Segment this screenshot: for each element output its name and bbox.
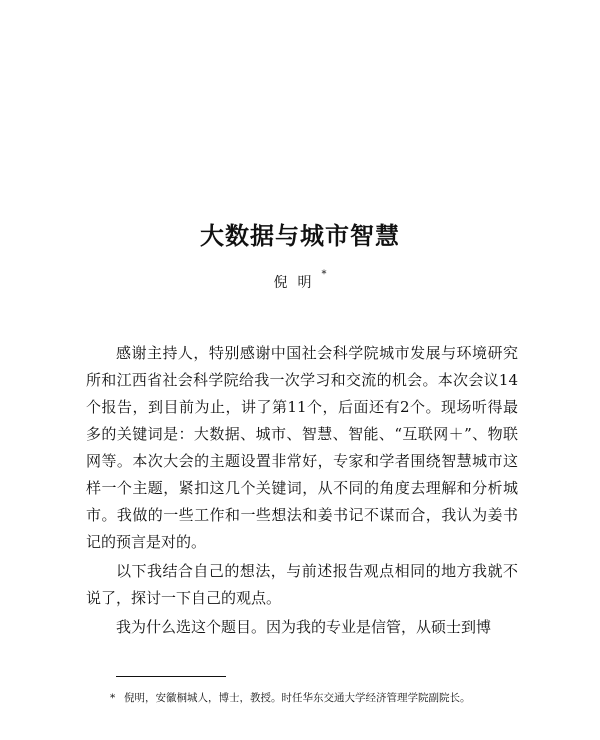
footnote-text: 倪明，安徽桐城人，博士，教授。时任华东交通大学经济管理学院副院长。 <box>124 692 471 704</box>
author-line <box>0 269 600 292</box>
paragraph-1: 感谢主持人，特别感谢中国社会科学院城市发展与环境研究所和江西省社会科学院给我一次学习和交流的机会。本次会议14个报告，到目前为止，讲了第11个，后面还有2个。现场听得最多的关键词是：大数据、城市、智慧、智能、“互联网＋”、物联网等。本次大会的主题设置非常好，专家和学者围绕智慧城市这样一个主题，紧扣这几个关键词，从不同的角度去理解和分析城市。我做的一些工作和一些想法和姜书记不谋而合，我认为姜书记的预言是对的。 <box>86 344 518 551</box>
footnote-divider <box>116 676 226 677</box>
article-body <box>86 340 518 641</box>
article-title: 大数据与城市智慧 <box>200 221 400 250</box>
footnote-mark: * <box>110 692 116 704</box>
paragraph-3: 我为什么选这个题目。因为我的专业是信管，从硕士到博 <box>116 618 492 636</box>
paragraph-2: 以下我结合自己的想法，与前述报告观点相同的地方我就不说了，探讨一下自己的观点。 <box>86 562 518 607</box>
footnote <box>110 690 540 706</box>
author-footnote-mark: * <box>321 269 327 280</box>
author-name: 倪明 <box>273 275 322 291</box>
